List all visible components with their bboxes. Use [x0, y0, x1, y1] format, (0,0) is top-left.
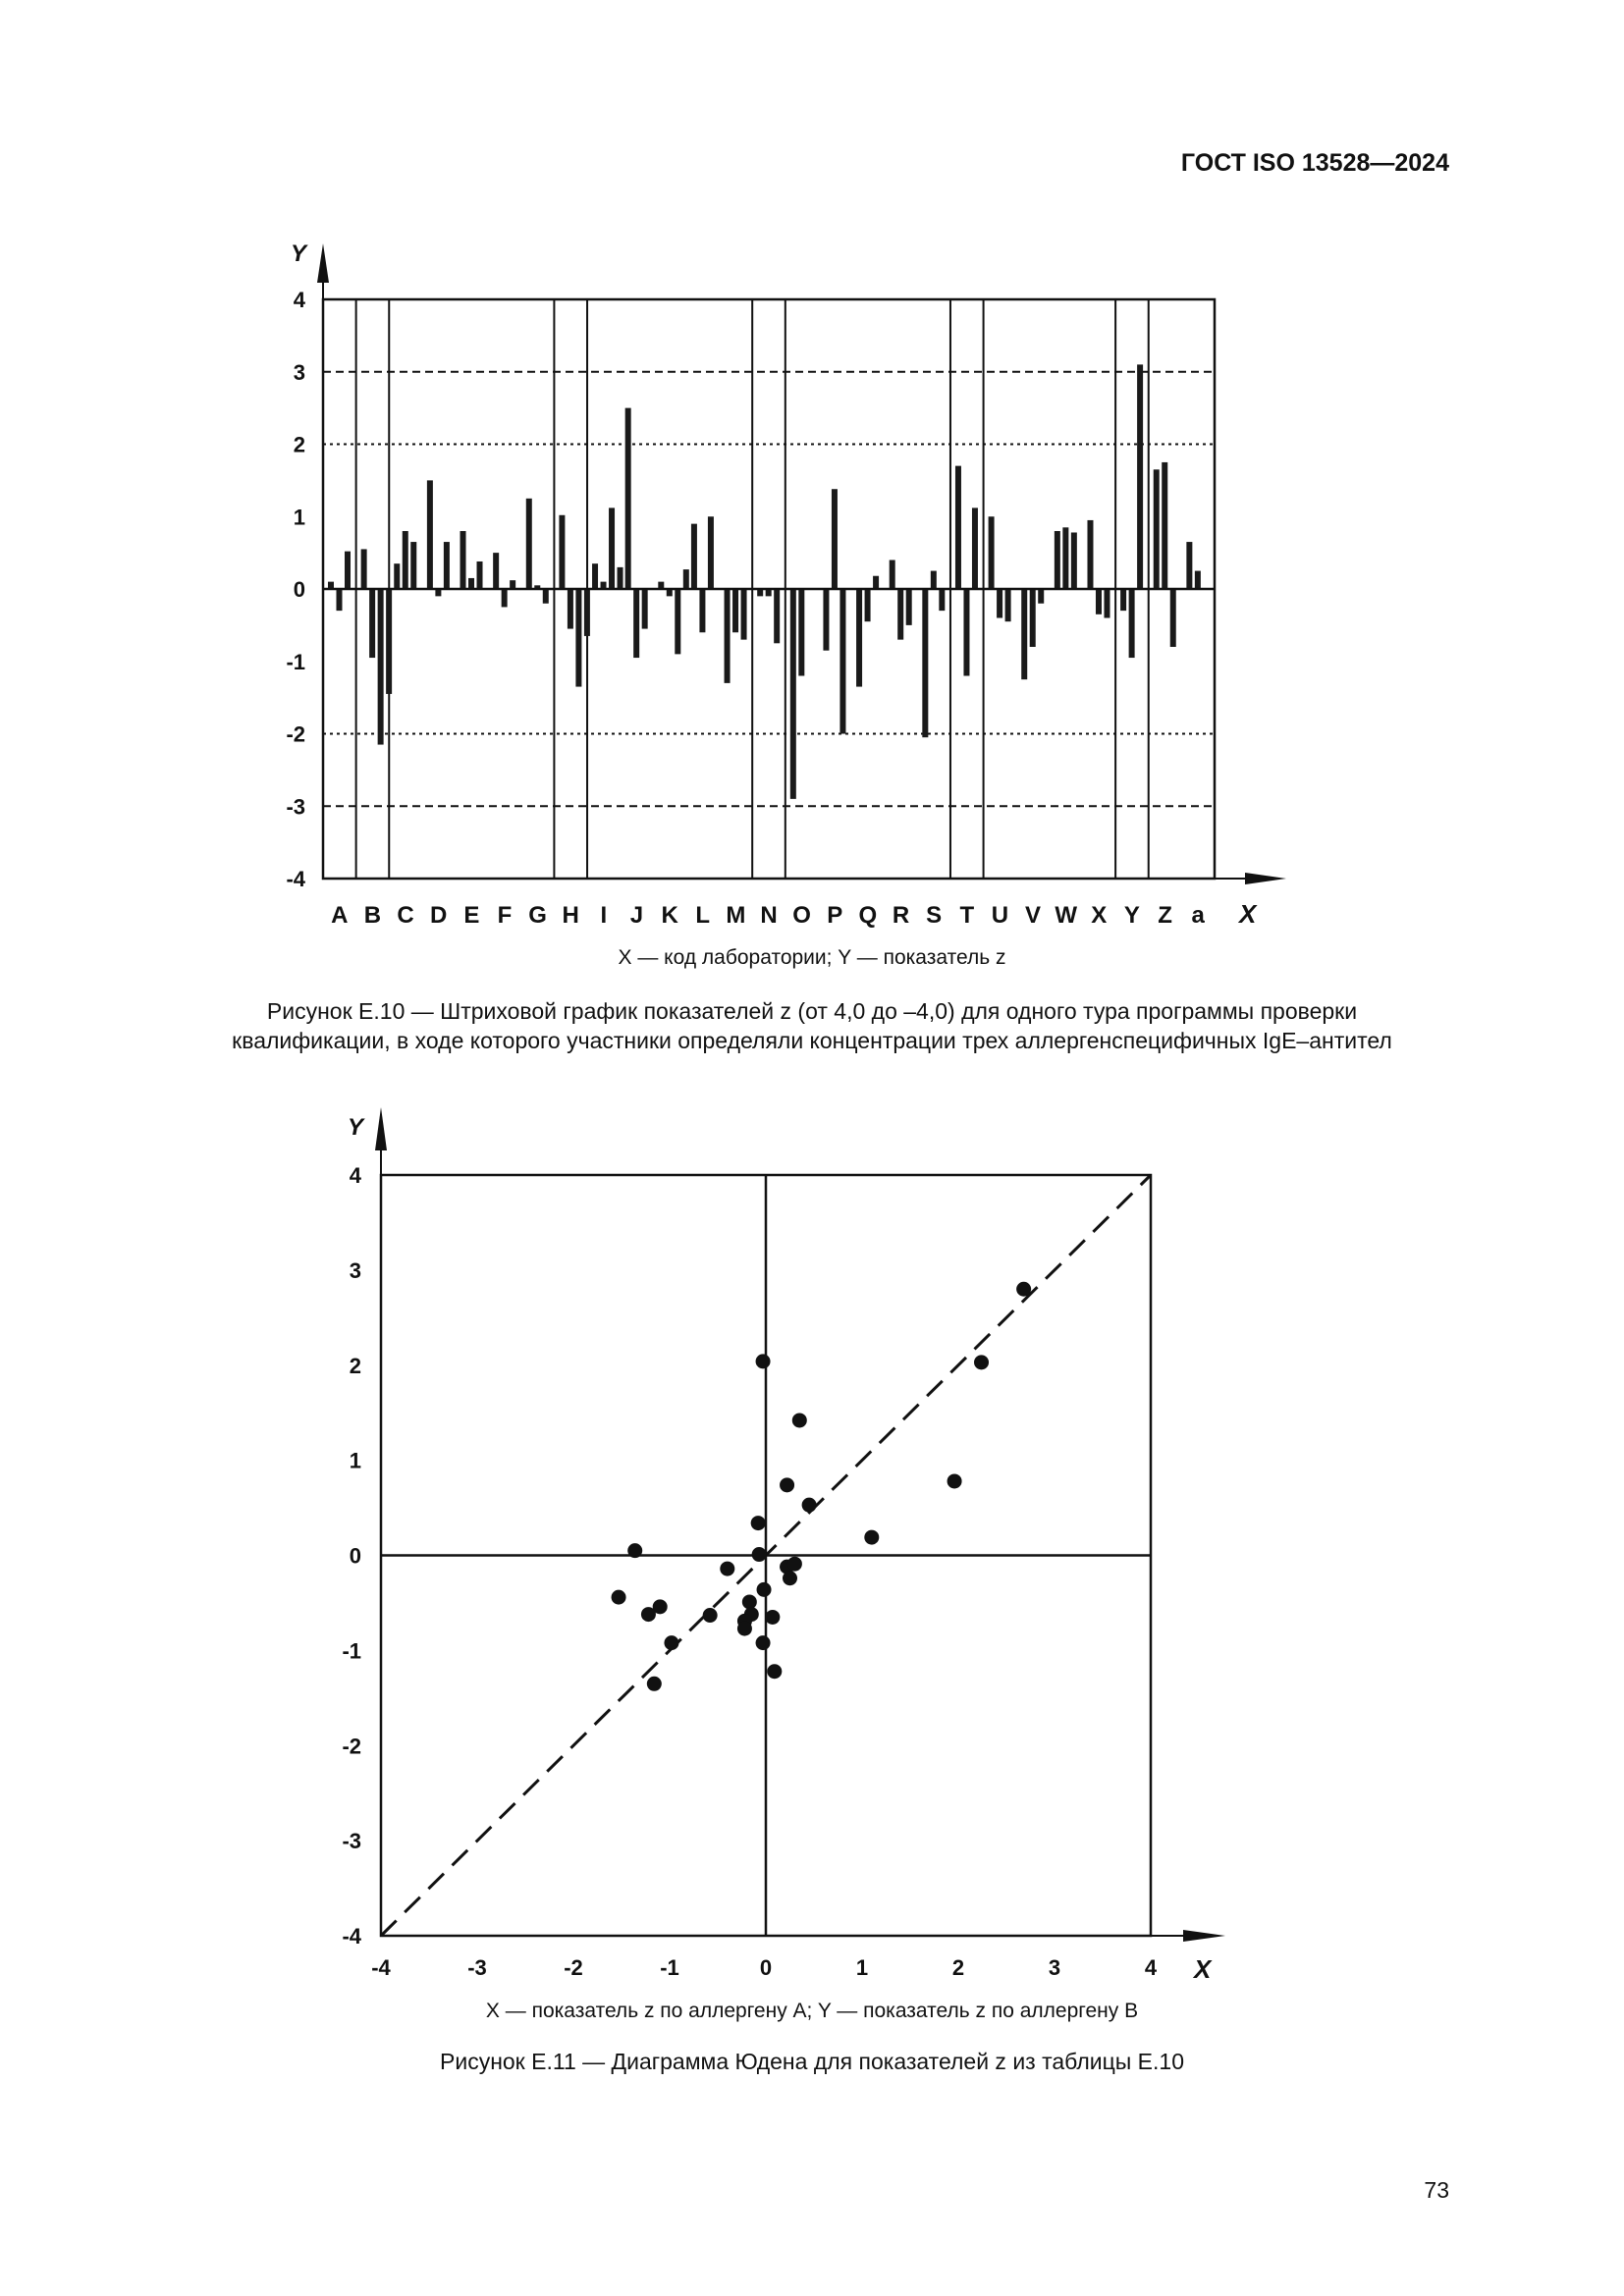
x-tick-label: L [695, 902, 711, 929]
x-tick-label: S [926, 902, 943, 929]
x-tick-label: G [528, 902, 547, 929]
x-tick-label: B [363, 902, 382, 929]
data-point [783, 1571, 797, 1585]
x-tick-label: K [661, 902, 678, 929]
data-point [756, 1354, 771, 1368]
document-header: ГОСТ ISO 13528—2024 [1180, 149, 1449, 177]
data-point [787, 1557, 802, 1572]
x-axis-arrow [1183, 1930, 1225, 1942]
data-point [974, 1355, 989, 1369]
x-tick-label: D [430, 902, 448, 929]
y-tick-label: -2 [342, 1734, 361, 1759]
x-tick-label: T [959, 902, 975, 929]
x-axis-label: X [1194, 1954, 1212, 1984]
x-tick-label: O [792, 902, 811, 929]
data-point [627, 1543, 642, 1558]
data-point [742, 1594, 757, 1609]
y-tick-label: 2 [293, 432, 305, 457]
x-tick-label: C [397, 902, 414, 929]
y-tick-label: 4 [293, 288, 305, 312]
data-point [737, 1622, 752, 1636]
x-tick-label: -1 [660, 1955, 679, 1980]
x-tick-label: P [827, 902, 843, 929]
x-tick-label: M [726, 902, 746, 929]
y-tick-label: 3 [293, 359, 305, 385]
y-tick-label: 0 [293, 577, 305, 602]
data-point [664, 1635, 678, 1650]
figure2-caption: Рисунок Е.11 — Диаграмма Юдена для показателей z из таблицы Е.10 [440, 2049, 1184, 2074]
data-point [647, 1677, 662, 1691]
x-tick-label: E [463, 902, 480, 929]
y-tick-label: -2 [286, 721, 305, 747]
x-tick-label: 0 [759, 1955, 773, 1980]
figure2-axis-caption [0, 2000, 1624, 2023]
x-tick-label: R [892, 902, 910, 929]
data-point [703, 1608, 718, 1623]
x-tick-label: F [497, 902, 513, 929]
y-tick-label: -3 [286, 794, 305, 820]
data-point [720, 1562, 734, 1576]
y-tick-label: -1 [286, 649, 305, 674]
data-point [947, 1473, 962, 1488]
x-tick-label: Q [858, 902, 878, 929]
x-tick-label: I [600, 902, 608, 929]
x-tick-label: U [991, 902, 1009, 929]
data-point [757, 1582, 772, 1597]
data-point [864, 1530, 879, 1545]
x-tick-label: 4 [1144, 1955, 1158, 1980]
data-point [765, 1610, 780, 1625]
data-point [756, 1635, 771, 1650]
figure2-axis-caption-text: X — показатель z по аллергену A; Y — показатель z по аллергену B [485, 2000, 1139, 2022]
data-point [612, 1590, 626, 1605]
y-tick-label: -1 [342, 1638, 361, 1664]
data-point [751, 1516, 766, 1530]
x-tick-label: 3 [1048, 1955, 1061, 1980]
page-number: 73 [1424, 2177, 1449, 2203]
y-tick-label: 4 [349, 1163, 361, 1188]
data-point [767, 1664, 782, 1679]
x-tick-label: H [562, 902, 579, 929]
x-tick-label: 2 [951, 1955, 965, 1980]
y-axis-label: Y [291, 240, 307, 267]
y-tick-label: 3 [349, 1257, 361, 1283]
y-axis-arrow [375, 1107, 387, 1150]
x-tick-label: Z [1158, 902, 1172, 929]
x-axis-label: X [1239, 899, 1257, 929]
figure1-caption-line2: квалификации, в ходе которого участники определяли концентрации трех аллергенспецифичных IgE–антител [232, 1028, 1392, 1053]
y-tick-label: -3 [342, 1829, 361, 1854]
y-tick-label: 2 [349, 1353, 361, 1378]
figure1-caption-line1: Рисунок Е.10 — Штриховой график показателей z (от 4,0 до –4,0) для одного тура программы проверки [266, 998, 1358, 1024]
x-tick-label: N [760, 902, 778, 929]
x-tick-label: -4 [371, 1955, 391, 1980]
data-point [752, 1547, 767, 1562]
x-tick-label: -3 [467, 1955, 487, 1980]
y-tick-label: -4 [286, 867, 305, 891]
y-tick-label: 0 [349, 1543, 361, 1569]
data-point [792, 1413, 807, 1427]
y-tick-label: 1 [349, 1448, 361, 1473]
data-point [780, 1477, 794, 1492]
x-tick-label: -2 [564, 1955, 583, 1980]
x-tick-label: Y [1123, 902, 1140, 929]
x-tick-label: V [1025, 902, 1042, 929]
x-tick-label: A [331, 902, 349, 929]
figure1-axis-caption: X — код лаборатории; Y — показатель z [618, 946, 1006, 969]
data-point [1016, 1282, 1031, 1297]
x-tick-label: J [629, 902, 644, 929]
x-tick-label: 1 [855, 1955, 869, 1980]
y-tick-label: -4 [342, 1924, 361, 1949]
x-tick-label: X [1091, 902, 1108, 929]
x-tick-label: W [1055, 902, 1077, 929]
y-tick-label: 1 [293, 505, 305, 530]
y-axis-label: Y [348, 1114, 364, 1141]
x-tick-label: a [1191, 902, 1205, 929]
data-point [641, 1607, 656, 1622]
data-point [802, 1498, 817, 1513]
